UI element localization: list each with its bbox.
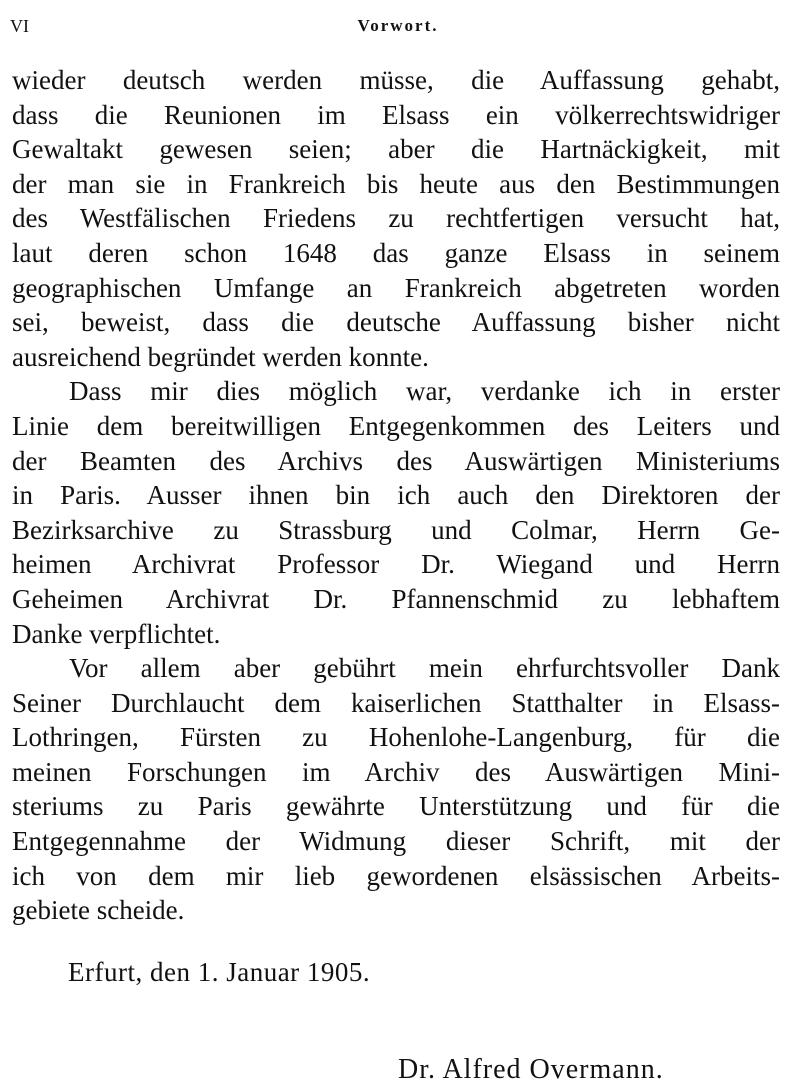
text-line: Gewaltakt gewesen seien; aber die Hartnäckigkeit, mit (12, 134, 780, 165)
text-line: Linie dem bereitwilligen Entgegenkommen des Leiters und (12, 410, 780, 441)
text-line: der man sie in Frankreich bis heute aus den Bestimmungen (12, 168, 780, 199)
text-line: ausreichend begründet werden konnte. (12, 341, 429, 372)
text-line: Lothringen, Fürsten zu Hohenlohe-Langenburg, für die (12, 722, 780, 753)
text-line: Dass mir dies möglich war, verdanke ich in erster (69, 376, 780, 407)
paragraph-3 (12, 651, 780, 928)
text-line: dass die Reunionen im Elsass ein völkerrechtswidriger (12, 99, 780, 130)
text-line: Entgegennahme der Widmung dieser Schrift, mit der (12, 826, 780, 857)
text-line: Geheimen Archivrat Dr. Pfannenschmid zu lebhaftem (12, 583, 780, 614)
signature: Dr. Alfred Overmann. (398, 1054, 664, 1085)
page-title: Vorwort. (357, 16, 439, 35)
text-line: laut deren schon 1648 das ganze Elsass in seinem (12, 237, 780, 268)
running-head (10, 16, 786, 40)
text-line: meinen Forschungen im Archiv des Auswärtigen Mini- (12, 756, 780, 787)
text-line: Bezirksarchive zu Strassburg und Colmar, Herrn Ge- (12, 514, 780, 545)
text-line: sei, beweist, dass die deutsche Auffassung bisher nicht (12, 307, 780, 338)
text-line: ich von dem mir lieb gewordenen elsässischen Arbeits- (12, 860, 780, 891)
text-line: Vor allem aber gebührt mein ehrfurchtsvoller Dank (69, 653, 780, 684)
text-line: in Paris. Ausser ihnen bin ich auch den Direktoren der (12, 480, 780, 511)
text-line: Danke verpflichtet. (12, 618, 221, 649)
text-line: geographischen Umfange an Frankreich abgetreten worden (12, 272, 780, 303)
text-line: wieder deutsch werden müsse, die Auffassung gehabt, (12, 65, 780, 95)
page-number: VI (10, 16, 29, 36)
dateline: Erfurt, den 1. Januar 1905. (68, 957, 371, 987)
text-line: des Westfälischen Friedens zu rechtfertigen versucht hat, (12, 203, 780, 234)
body-text (12, 63, 780, 928)
text-line: Seiner Durchlaucht dem kaiserlichen Statthalter in Elsass- (12, 687, 780, 718)
text-line: heimen Archivrat Professor Dr. Wiegand und Herrn (12, 549, 780, 580)
text-line: gebiete scheide. (12, 895, 185, 926)
text-line: der Beamten des Archivs des Auswärtigen Ministeriums (12, 445, 780, 476)
paragraph-2 (12, 374, 780, 651)
paragraph-1 (12, 63, 780, 374)
text-line: steriums zu Paris gewährte Unterstützung und für die (12, 791, 780, 822)
